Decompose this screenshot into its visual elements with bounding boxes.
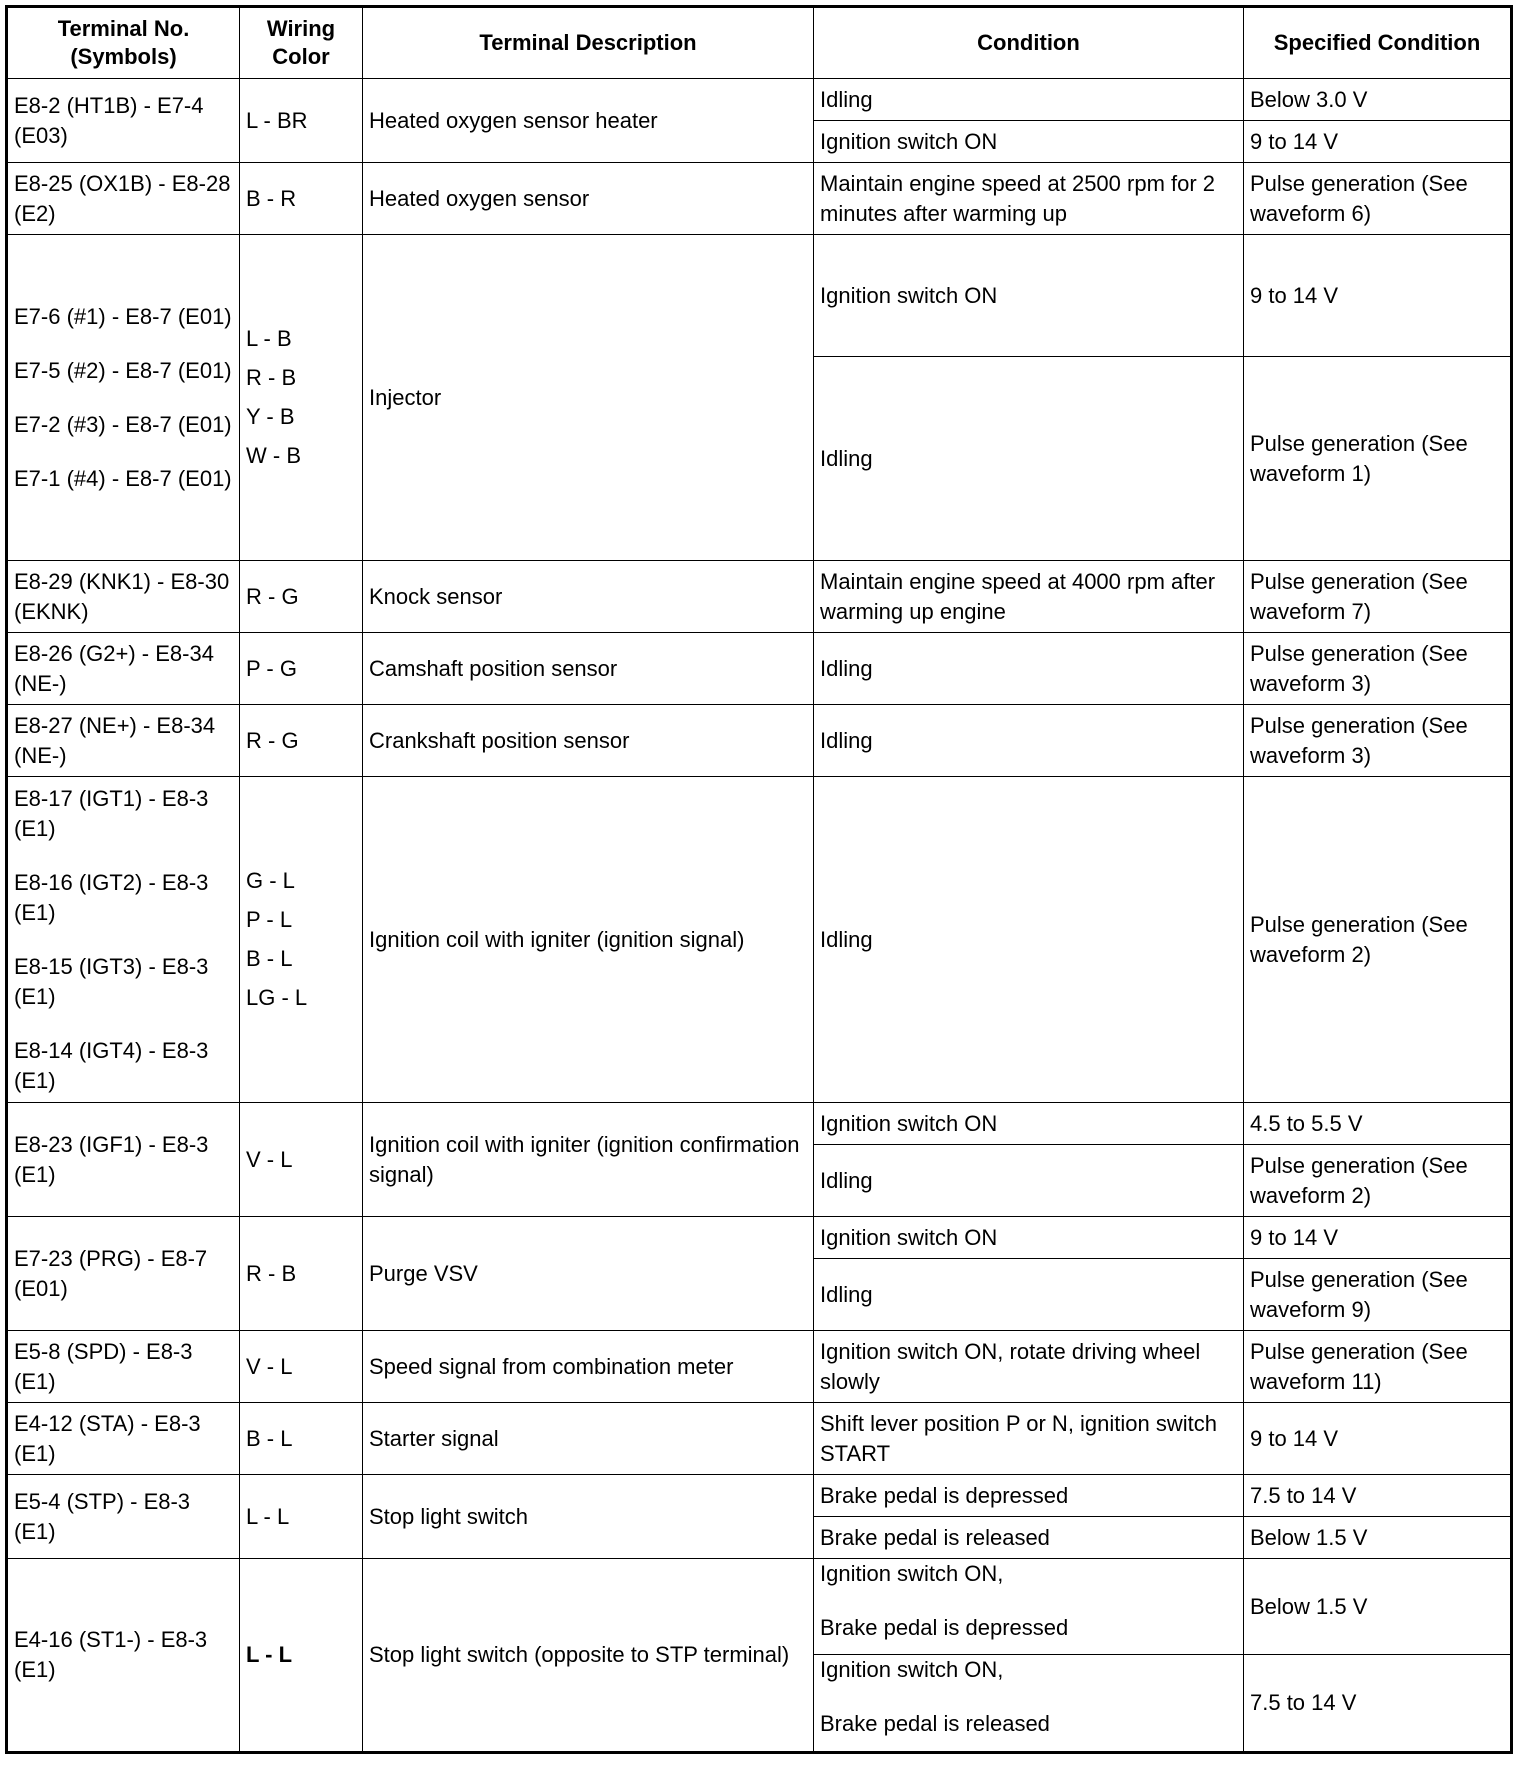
terminal-label: E7-23 (PRG) - E8-7 (E01) — [14, 1245, 208, 1301]
specified-condition-cell: Pulse generation (See waveform 2) — [1244, 777, 1512, 1103]
terminal-cell — [7, 1403, 240, 1475]
terminal-cell — [7, 1475, 240, 1559]
condition-cell — [814, 1217, 1244, 1259]
wiring-color-cell — [240, 633, 363, 705]
condition-label: Ignition switch ON, — [820, 1561, 1004, 1586]
specified-condition-cell: Pulse generation (See waveform 2) — [1244, 1145, 1512, 1217]
terminal-label: E4-16 (ST1-) - E8-3 (E1) — [14, 1627, 208, 1682]
condition-label: Brake pedal is released — [820, 1524, 1050, 1550]
wiring-color-label: R - G — [246, 727, 299, 753]
wiring-color-label: R - G — [246, 583, 299, 609]
specified-condition-cell: 7.5 to 14 V — [1244, 1655, 1512, 1753]
terminal-cell — [7, 163, 240, 235]
condition-label: Idling — [820, 926, 873, 952]
specified-condition-cell: Pulse generation (See waveform 7) — [1244, 561, 1512, 633]
condition-cell — [814, 1331, 1244, 1403]
condition-cell — [814, 163, 1244, 235]
table-row — [7, 1403, 1512, 1475]
condition-label: Idling — [820, 655, 873, 681]
condition-gap — [820, 1589, 1237, 1613]
condition-cell — [814, 1475, 1244, 1517]
specified-condition-cell: 9 to 14 V — [1244, 1403, 1512, 1475]
specified-condition-cell: Pulse generation (See waveform 3) — [1244, 705, 1512, 777]
condition-cell — [814, 79, 1244, 121]
terminal-cell — [7, 705, 240, 777]
condition-label: Idling — [820, 1167, 873, 1193]
terminal-label: E8-17 (IGT1) - E8-3 (E1) — [14, 785, 209, 841]
terminal-cell — [7, 235, 240, 561]
terminal-description-cell: Purge VSV — [363, 1217, 814, 1331]
condition-cell — [814, 1103, 1244, 1145]
condition-label: Idling — [820, 1281, 873, 1307]
terminal-description-cell: Speed signal from combination meter — [363, 1331, 814, 1403]
specified-condition-cell: 7.5 to 14 V — [1244, 1475, 1512, 1517]
condition-label: Maintain engine speed at 4000 rpm after warming up engine — [820, 568, 1216, 624]
terminal-gap — [14, 844, 233, 868]
ecm-terminal-table — [5, 5, 1513, 1754]
table-row — [7, 1475, 1512, 1517]
condition-label: Ignition switch ON — [820, 282, 998, 308]
condition-label: Ignition switch ON — [820, 1110, 998, 1136]
wiring-color-label: L - BR — [246, 107, 308, 133]
table-row — [7, 1103, 1512, 1145]
terminal-gap — [14, 928, 233, 952]
wiring-color-label: R - B — [246, 1260, 297, 1286]
condition-label: Shift lever position P or N, ignition switch START — [820, 1410, 1217, 1466]
terminal-label: E5-8 (SPD) - E8-3 (E1) — [14, 1338, 193, 1394]
condition-label: Maintain engine speed at 2500 rpm for 2 minutes after warming up — [820, 170, 1216, 226]
wiring-color-cell — [240, 163, 363, 235]
wiring-color-label: Y - B — [246, 404, 295, 429]
condition-label: Ignition switch ON — [820, 1224, 998, 1250]
terminal-cell — [7, 1103, 240, 1217]
header-specified-condition: Specified Condition — [1244, 7, 1512, 79]
wiring-color-cell — [240, 561, 363, 633]
wiring-color-label: L - B — [246, 326, 292, 351]
terminal-label: E8-14 (IGT4) - E8-3 (E1) — [14, 1037, 209, 1093]
table-body — [7, 79, 1512, 1753]
condition-label: Ignition switch ON — [820, 128, 998, 154]
condition-label: Ignition switch ON, rotate driving wheel slowly — [820, 1338, 1201, 1394]
terminal-label: E8-16 (IGT2) - E8-3 (E1) — [14, 869, 209, 925]
terminal-label: E8-25 (OX1B) - E8-28 (E2) — [14, 170, 231, 226]
condition-cell — [814, 1259, 1244, 1331]
terminal-cell — [7, 1559, 240, 1753]
wiring-color-label: B - L — [246, 1425, 293, 1451]
specified-condition-cell: 9 to 14 V — [1244, 1217, 1512, 1259]
terminal-gap — [14, 332, 233, 356]
terminal-label: E8-29 (KNK1) - E8-30 (EKNK) — [14, 568, 230, 624]
terminal-description-cell: Crankshaft position sensor — [363, 705, 814, 777]
condition-cell — [814, 235, 1244, 357]
condition-label: Ignition switch ON, — [820, 1657, 1004, 1682]
specified-condition-cell: Pulse generation (See waveform 9) — [1244, 1259, 1512, 1331]
condition-label: Idling — [820, 86, 873, 112]
condition-label: Idling — [820, 445, 873, 471]
condition-label: Idling — [820, 727, 873, 753]
terminal-label: E5-4 (STP) - E8-3 (E1) — [14, 1488, 191, 1544]
condition-cell — [814, 561, 1244, 633]
terminal-description-cell: Knock sensor — [363, 561, 814, 633]
wiring-color-cell — [240, 705, 363, 777]
wiring-color-cell — [240, 777, 363, 1103]
terminal-label: E4-12 (STA) - E8-3 (E1) — [14, 1410, 201, 1466]
wiring-color-label: L - L — [246, 1503, 290, 1529]
condition-cell — [814, 777, 1244, 1103]
terminal-cell — [7, 633, 240, 705]
terminal-cell — [7, 1217, 240, 1331]
wiring-color-cell — [240, 79, 363, 163]
wiring-color-label: B - L — [246, 946, 293, 971]
header-condition: Condition — [814, 7, 1244, 79]
condition-cell — [814, 1517, 1244, 1559]
condition-cell — [814, 633, 1244, 705]
terminal-label: E8-26 (G2+) - E8-34 (NE-) — [14, 640, 214, 696]
terminal-label: E7-6 (#1) - E8-7 (E01) — [14, 303, 232, 329]
condition-cell — [814, 1145, 1244, 1217]
wiring-color-label: R - B — [246, 365, 297, 390]
condition-cell — [814, 705, 1244, 777]
specified-condition-cell: Below 1.5 V — [1244, 1559, 1512, 1655]
specified-condition-cell: Pulse generation (See waveform 11) — [1244, 1331, 1512, 1403]
terminal-label: E8-15 (IGT3) - E8-3 (E1) — [14, 953, 209, 1009]
terminal-cell — [7, 777, 240, 1103]
table-row — [7, 1217, 1512, 1259]
terminal-gap — [14, 386, 233, 410]
terminal-label: E7-1 (#4) - E8-7 (E01) — [14, 465, 232, 491]
condition-cell — [814, 121, 1244, 163]
specified-condition-cell: Pulse generation (See waveform 1) — [1244, 357, 1512, 561]
wiring-color-label: P - G — [246, 655, 297, 681]
header-terminal-no: Terminal No. (Symbols) — [7, 7, 240, 79]
terminal-description-cell: Injector — [363, 235, 814, 561]
table-row — [7, 633, 1512, 705]
wiring-color-cell — [240, 1559, 363, 1753]
wiring-color-cell — [240, 1331, 363, 1403]
condition-cell — [814, 357, 1244, 561]
wiring-color-cell — [240, 1403, 363, 1475]
wiring-color-label: L - L — [246, 1642, 293, 1667]
specified-condition-cell: Pulse generation (See waveform 6) — [1244, 163, 1512, 235]
terminal-cell — [7, 1331, 240, 1403]
terminal-cell — [7, 79, 240, 163]
terminal-description-cell: Stop light switch (opposite to STP terminal) — [363, 1559, 814, 1753]
header-terminal-description: Terminal Description — [363, 7, 814, 79]
wiring-color-label: V - L — [246, 1146, 293, 1172]
wiring-color-cell — [240, 1475, 363, 1559]
terminal-label: E8-2 (HT1B) - E7-4 (E03) — [14, 92, 204, 148]
table-row — [7, 163, 1512, 235]
specified-condition-cell: Below 3.0 V — [1244, 79, 1512, 121]
terminal-description-cell: Stop light switch — [363, 1475, 814, 1559]
table-row — [7, 777, 1512, 1103]
condition-label: Brake pedal is released — [820, 1711, 1050, 1736]
terminal-label: E7-5 (#2) - E8-7 (E01) — [14, 357, 232, 383]
table-row — [7, 79, 1512, 121]
table-row — [7, 1559, 1512, 1655]
terminal-description-cell: Starter signal — [363, 1403, 814, 1475]
wiring-color-label: W - B — [246, 443, 301, 468]
terminal-description-cell: Ignition coil with igniter (ignition confirmation signal) — [363, 1103, 814, 1217]
terminal-gap — [14, 440, 233, 464]
terminal-label: E8-27 (NE+) - E8-34 (NE-) — [14, 712, 216, 768]
wiring-color-cell — [240, 235, 363, 561]
specified-condition-cell: 9 to 14 V — [1244, 235, 1512, 357]
condition-cell — [814, 1559, 1244, 1655]
condition-cell — [814, 1403, 1244, 1475]
terminal-cell — [7, 561, 240, 633]
terminal-gap — [14, 1012, 233, 1036]
terminal-label: E7-2 (#3) - E8-7 (E01) — [14, 411, 232, 437]
terminal-description-cell: Heated oxygen sensor — [363, 163, 814, 235]
wiring-color-label: G - L — [246, 868, 295, 893]
header-wiring-color: Wiring Color — [240, 7, 363, 79]
specified-condition-cell: 4.5 to 5.5 V — [1244, 1103, 1512, 1145]
terminal-description-cell: Camshaft position sensor — [363, 633, 814, 705]
table-row — [7, 561, 1512, 633]
condition-gap — [820, 1685, 1237, 1709]
terminal-description-cell: Heated oxygen sensor heater — [363, 79, 814, 163]
table-header-row — [7, 7, 1512, 79]
table-row — [7, 1331, 1512, 1403]
terminal-description-cell: Ignition coil with igniter (ignition signal) — [363, 777, 814, 1103]
specified-condition-cell: 9 to 14 V — [1244, 121, 1512, 163]
wiring-color-label: V - L — [246, 1353, 293, 1379]
wiring-color-cell — [240, 1103, 363, 1217]
condition-cell — [814, 1655, 1244, 1753]
wiring-color-label: LG - L — [246, 985, 308, 1010]
specified-condition-cell: Below 1.5 V — [1244, 1517, 1512, 1559]
condition-label: Brake pedal is depressed — [820, 1482, 1069, 1508]
wiring-color-cell — [240, 1217, 363, 1331]
table-row — [7, 235, 1512, 357]
terminal-label: E8-23 (IGF1) - E8-3 (E1) — [14, 1131, 209, 1187]
specified-condition-cell: Pulse generation (See waveform 3) — [1244, 633, 1512, 705]
condition-label: Brake pedal is depressed — [820, 1615, 1069, 1640]
table-row — [7, 705, 1512, 777]
wiring-color-label: P - L — [246, 907, 293, 932]
wiring-color-label: B - R — [246, 185, 297, 211]
